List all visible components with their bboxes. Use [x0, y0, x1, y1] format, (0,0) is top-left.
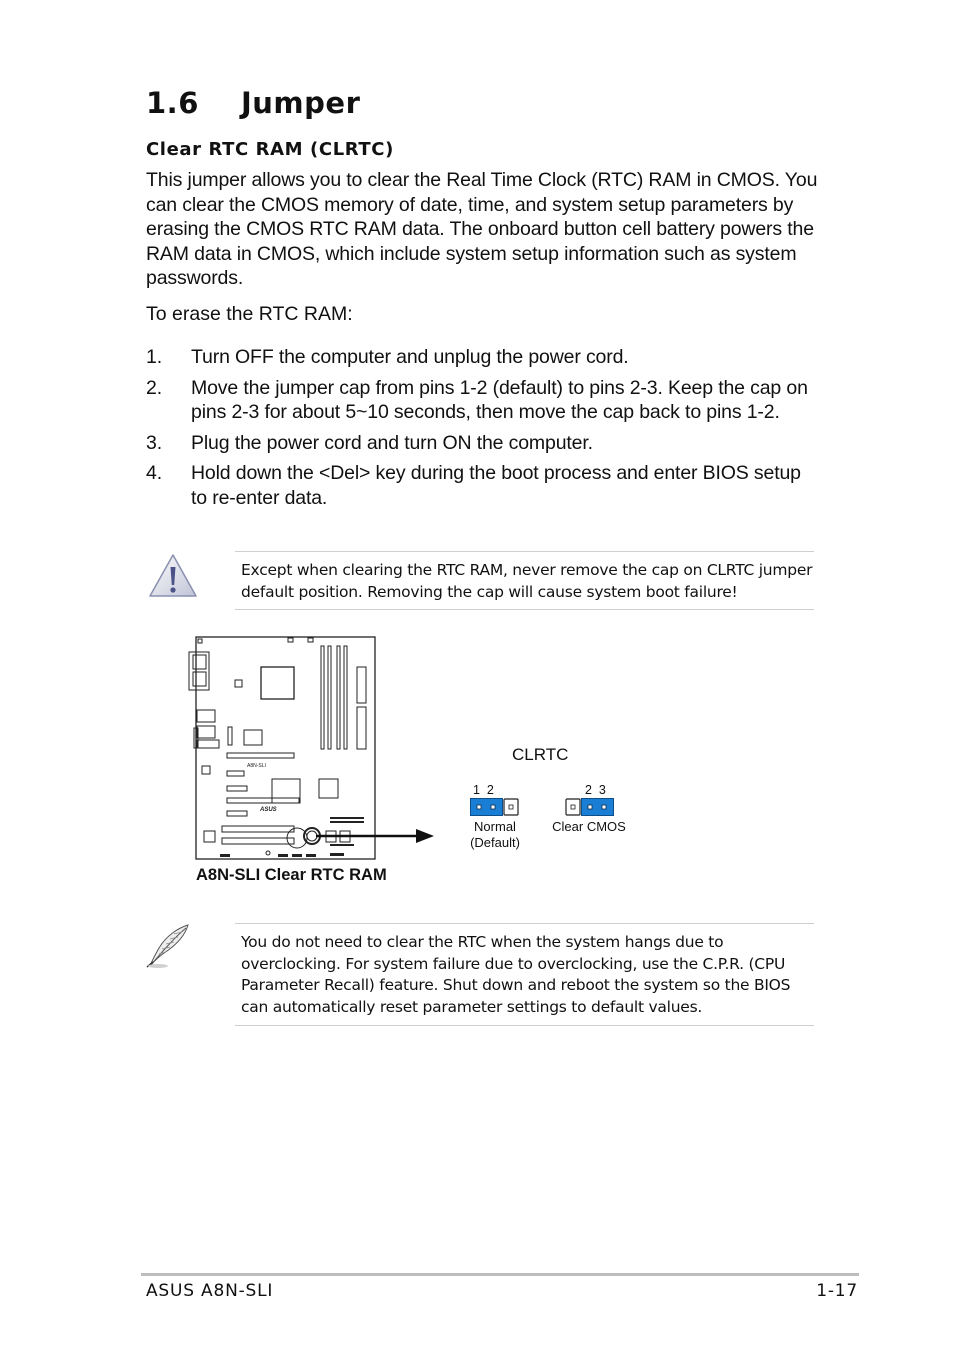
erase-intro: To erase the RTC RAM: [146, 303, 353, 325]
subsection-title: Clear RTC RAM (CLRTC) [146, 139, 394, 160]
footer-product: ASUS A8N-SLI [146, 1281, 274, 1301]
step-text: Turn OFF the computer and unplug the power cord. [191, 346, 629, 368]
tip-box [235, 923, 814, 1026]
footer-divider [141, 1273, 859, 1276]
steps-list [146, 345, 818, 516]
step-number: 1. [146, 346, 162, 368]
section-number: 1.6 [146, 86, 199, 120]
warning-triangle-icon [148, 553, 198, 599]
jumper-name: CLRTC [512, 745, 569, 764]
section-heading [146, 86, 360, 120]
pointer-arrow [300, 826, 436, 846]
jumper-clear-icon [565, 798, 615, 818]
clear-pins-label: 2 3 [585, 783, 606, 797]
step-text: Hold down the <Del> key during the boot process and enter BIOS setup to re-enter data. [191, 462, 801, 509]
normal-pins-label: 1 2 [473, 783, 494, 797]
page-number: 1-17 [816, 1281, 858, 1301]
step-item [146, 431, 818, 456]
feather-pen-icon [144, 922, 194, 970]
asus-logo: ASUS [260, 807, 277, 813]
step-number: 3. [146, 431, 162, 454]
tip-text: You do not need to clear the RTC when the system hangs due to overclocking. For system failure due to overclocking, use the C.P.R. (CPU Parameter Recall) feature. Shut down and reboot the system so the BIOS can automatically reset parameter settings to default values. [241, 933, 791, 1016]
clear-cmos-label: Clear CMOS [552, 819, 626, 834]
normal-label [459, 819, 531, 851]
step-number: 2. [146, 376, 162, 399]
step-item [146, 376, 818, 425]
step-item [146, 345, 818, 370]
section-title: Jumper [241, 86, 361, 120]
diagram-caption: A8N-SLI Clear RTC RAM [196, 866, 387, 884]
warning-box [235, 551, 814, 610]
normal-label-line1: Normal [474, 819, 516, 834]
step-number: 4. [146, 462, 162, 484]
board-label: A8N-SLI [247, 763, 266, 769]
step-text: Move the jumper cap from pins 1-2 (default) to pins 2-3. Keep the cap on pins 2-3 for about 5~10 seconds, then move the cap back to pins 1-2. [191, 376, 808, 423]
step-item [146, 461, 818, 510]
step-text: Plug the power cord and turn ON the computer. [191, 431, 593, 454]
jumper-normal-icon [470, 798, 520, 818]
intro-paragraph: This jumper allows you to clear the Real Time Clock (RTC) RAM in CMOS. You can clear the CMOS memory of date, time, and system setup parameters by erasing the CMOS RTC RAM data. The onboard button cell battery powers the RAM data in CMOS, which include system setup information such as system passwords. [146, 169, 818, 289]
warning-text: Except when clearing the RTC RAM, never remove the cap on CLRTC jumper default position. Removing the cap will cause system boot failure! [241, 561, 813, 601]
normal-label-line2: (Default) [470, 835, 520, 850]
